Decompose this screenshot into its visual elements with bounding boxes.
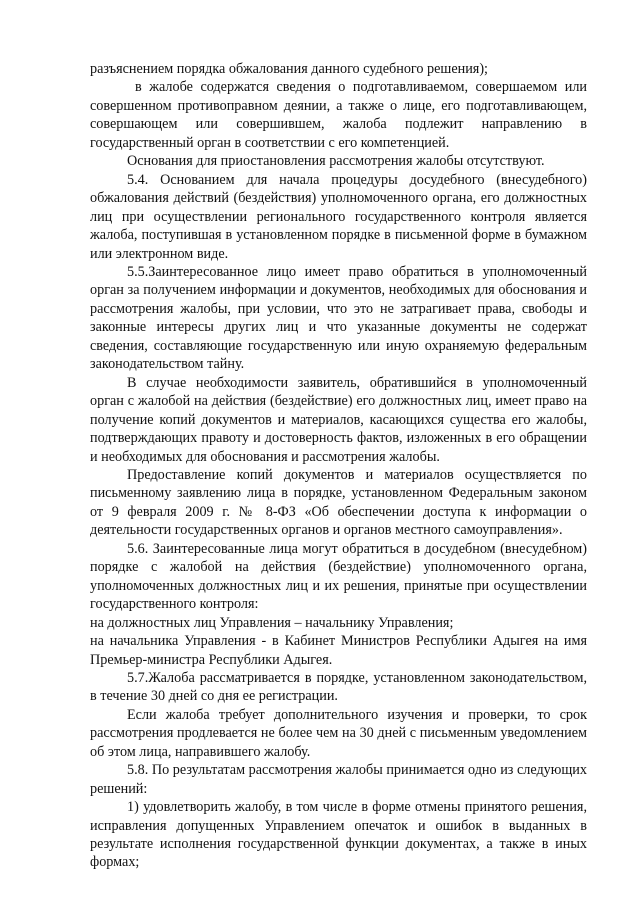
document-page bbox=[90, 60, 587, 872]
paragraph-head: на начальника Управления - в Кабинет Министров Республики Адыгея на имя Премьер-министра Республики Адыгея. bbox=[90, 633, 587, 668]
paragraph-officials: на должностных лиц Управления – начальнику Управления; bbox=[90, 614, 454, 631]
paragraph-copies-provision: Предоставление копий документов и материалов осуществляется по письменному заявлению лица в порядке, установленном Федеральным законом от 9 февраля 2009 г. № 8-ФЗ «Об обеспечении доступа к информации о деятельности государственных органов и органов местного самоуправления». bbox=[90, 466, 587, 539]
paragraph-no-suspension: Основания для приостановления рассмотрения жалобы отсутствуют. bbox=[127, 153, 545, 170]
paragraph-5-7: 5.7.Жалоба рассматривается в порядке, установленном законодательством, в течение 30 дней со дня ее регистрации. bbox=[90, 669, 587, 705]
paragraph-decision-1: 1) удовлетворить жалобу, в том числе в форме отмены принятого решения, исправления допущенных Управлением опечаток и ошибок в выданных в результате исполнения государственной функции документах, а также в иных формах; bbox=[90, 799, 587, 871]
paragraph-5-8: 5.8. По результатам рассмотрения жалобы принимается одно из следующих решений: bbox=[90, 762, 587, 797]
paragraph-complaint-content: в жалобе содержатся сведения о подготавливаемом, совершаемом или совершенном противоправном деянии, а также о лице, его подготавливающем, совершающем или совершившем, жалоба подлежит направлению в государственный орган в соответствии с его компетенцией. bbox=[90, 79, 587, 151]
paragraph-5-5: 5.5.Заинтересованное лицо имеет право обратиться в уполномоченный орган за получением информации и документов, необходимых для обоснования и рассмотрения жалобы, при условии, что это не затрагивает права, свободы и законные интересы других лиц и что указанные документы не содержат сведения, составляющие государственную или иную охраняемую федеральным законодательством тайну. bbox=[90, 263, 587, 373]
paragraph-extension: Если жалоба требует дополнительного изучения и проверки, то срок рассмотрения продлевается не более чем на 30 дней с письменным уведомлением об этом лица, направившего жалобу. bbox=[90, 706, 587, 760]
paragraph-continuation: разъяснением порядка обжалования данного судебного решения); bbox=[90, 61, 489, 77]
paragraph-copies-right: В случае необходимости заявитель, обратившийся в уполномоченный орган с жалобой на действия (бездействие) его должностных лиц, имеет право на получение копий документов и материалов, касающихся существа его жалобы, подтверждающих правоту и достоверность фактов, изложенных в его обращении и необходимых для обоснования и рассмотрения жалобы. bbox=[90, 374, 587, 465]
paragraph-5-6: 5.6. Заинтересованные лица могут обратиться в досудебном (внесудебном) порядке с жалобой на действия (бездействие) уполномоченного органа, уполномоченных должностных лиц и их решения, принятые при осуществлении государственного контроля: bbox=[90, 540, 587, 613]
paragraph-5-4: 5.4. Основанием для начала процедуры досудебного (внесудебного) обжалования действий (бездействия) уполномоченного органа, его должностных лиц при осуществлении регионального государственного контроля является жалоба, поступившая в установленном порядке в письменной форме в бумажном или электронном виде. bbox=[90, 171, 587, 262]
